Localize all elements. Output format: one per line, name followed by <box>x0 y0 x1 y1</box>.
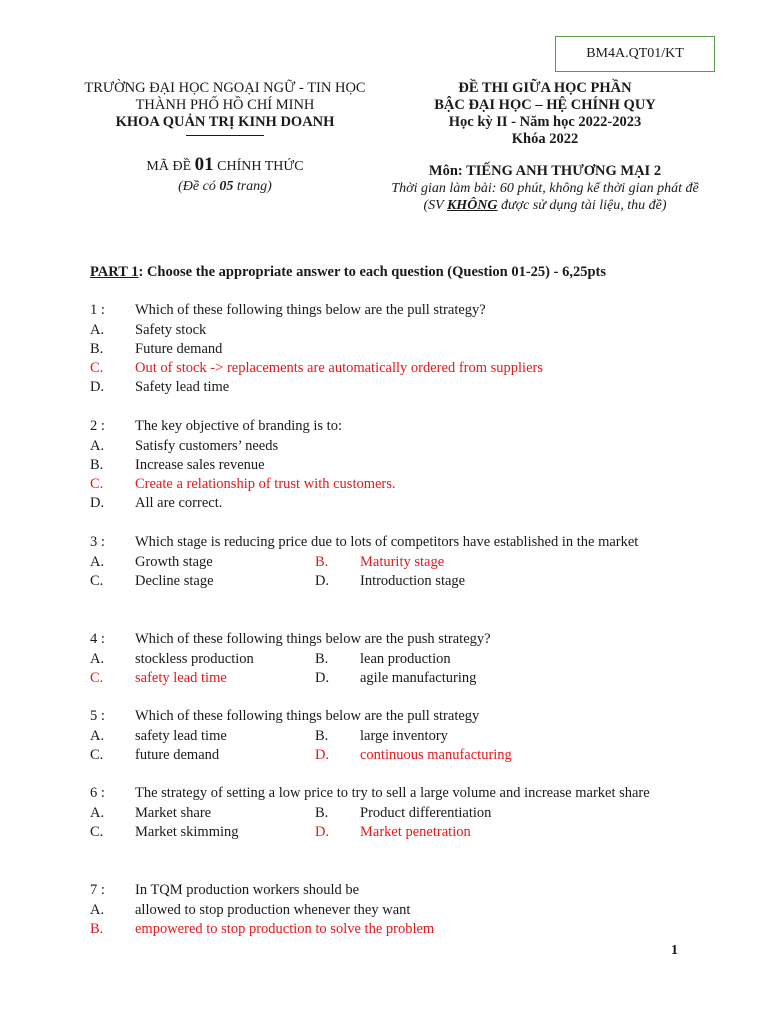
option-letter: A. <box>90 901 105 918</box>
option-letter-correct: B. <box>315 553 329 570</box>
option-letter: A. <box>90 650 105 667</box>
page-count <box>50 178 400 195</box>
option-row-correct <box>90 359 678 378</box>
question-stem <box>90 784 678 804</box>
option-letter: A. <box>90 321 105 338</box>
option-row <box>90 437 678 456</box>
option-row <box>90 456 678 475</box>
exam-subject: Môn: TIẾNG ANH THƯƠNG MẠI 2 <box>428 163 662 179</box>
option-letter: A. <box>90 727 105 744</box>
option-text: Create a relationship of trust with customers. <box>135 475 396 492</box>
part-instruction: : Choose the appropriate answer to each question (Question 01-25) - 6,25pts <box>138 264 606 280</box>
exam-rule-suffix: được sử dụng tài liệu, thu đề) <box>497 198 667 213</box>
option-row <box>90 727 678 746</box>
question-stem <box>90 301 678 321</box>
exam-title: ĐỀ THI GIỮA HỌC PHẦN <box>458 80 632 96</box>
option-row <box>90 340 678 359</box>
option-letter: D. <box>315 669 330 686</box>
school-city: THÀNH PHỐ HỒ CHÍ MINH <box>135 97 315 113</box>
option-row <box>90 378 678 397</box>
question-number: 6 : <box>90 785 105 801</box>
option-text: large inventory <box>360 727 448 744</box>
option-letter: A. <box>90 437 105 454</box>
exam-rule-prefix: (SV <box>423 198 447 213</box>
question-stem <box>90 417 678 437</box>
option-text: Satisfy customers’ needs <box>135 437 279 454</box>
question-number: 1 : <box>90 302 105 318</box>
option-text: lean production <box>360 650 451 667</box>
question-7 <box>90 881 678 939</box>
question-stem <box>90 707 678 727</box>
option-text: future demand <box>135 746 220 763</box>
exam-code <box>50 156 400 175</box>
exam-cohort: Khóa 2022 <box>511 131 579 147</box>
option-text: allowed to stop production whenever they want <box>135 901 411 918</box>
option-text: Safety lead time <box>135 378 230 395</box>
exam-rule <box>370 197 720 214</box>
option-text-correct: Market penetration <box>360 823 471 840</box>
option-row <box>90 746 678 765</box>
option-letter: C. <box>90 746 104 763</box>
question-number: 3 : <box>90 534 105 550</box>
exam-code-number: 01 <box>194 154 214 175</box>
option-text: Future demand <box>135 340 223 357</box>
question-text: Which of these following things below are the pull strategy <box>135 708 480 724</box>
option-row-correct <box>90 920 678 939</box>
question-2 <box>90 417 678 513</box>
faculty-name: KHOA QUẢN TRỊ KINH DOANH <box>115 114 335 130</box>
exam-code-prefix: MÃ ĐỀ <box>146 159 195 174</box>
exam-level: BẬC ĐẠI HỌC – HỆ CHÍNH QUY <box>434 97 656 113</box>
question-5 <box>90 707 678 765</box>
question-4 <box>90 630 678 688</box>
option-text: stockless production <box>135 650 254 667</box>
question-text: The strategy of setting a low price to try to sell a large volume and increase market share <box>135 785 650 801</box>
option-text: Introduction stage <box>360 572 466 589</box>
question-stem <box>90 630 678 650</box>
option-row <box>90 572 678 591</box>
option-letter: C. <box>90 475 104 492</box>
option-text: Market skimming <box>135 823 239 840</box>
option-text: Increase sales revenue <box>135 456 265 473</box>
option-letter: B. <box>315 650 329 667</box>
question-stem <box>90 881 678 901</box>
option-row <box>90 669 678 688</box>
header-divider <box>186 135 264 136</box>
option-row <box>90 804 678 823</box>
option-letter: A. <box>90 553 105 570</box>
option-letter: D. <box>90 378 105 395</box>
option-text-correct: Maturity stage <box>360 553 445 570</box>
option-text: Decline stage <box>135 572 214 589</box>
part-heading <box>90 263 606 282</box>
exam-rule-emphasis: KHÔNG <box>446 198 498 213</box>
option-letter: C. <box>90 572 104 589</box>
option-row <box>90 494 678 513</box>
option-row <box>90 823 678 842</box>
option-row <box>90 553 678 572</box>
option-text: Product differentiation <box>360 804 492 821</box>
question-text: Which of these following things below are the pull strategy? <box>135 302 486 318</box>
option-letter: A. <box>90 804 105 821</box>
exam-code-suffix: CHÍNH THỨC <box>213 159 304 174</box>
page-number: 1 <box>671 943 678 958</box>
question-text: Which of these following things below are the push strategy? <box>135 631 491 647</box>
option-text: Out of stock -> replacements are automatically ordered from suppliers <box>135 359 543 376</box>
option-letter: D. <box>90 494 105 511</box>
option-letter: B. <box>90 340 104 357</box>
option-text: Safety stock <box>135 321 207 338</box>
question-text: Which stage is reducing price due to lots of competitors have established in the market <box>135 534 639 550</box>
part-label: PART 1 <box>90 264 139 280</box>
option-letter-correct: C. <box>90 669 104 686</box>
option-row <box>90 650 678 669</box>
header-right <box>370 80 720 214</box>
option-text: empowered to stop production to solve the problem <box>135 920 435 937</box>
header-left <box>50 80 400 195</box>
question-6 <box>90 784 678 842</box>
option-text: All are correct. <box>135 494 223 511</box>
form-code-box <box>555 36 715 72</box>
school-name: TRƯỜNG ĐẠI HỌC NGOẠI NGỮ - TIN HỌC <box>84 80 366 96</box>
option-letter: B. <box>315 727 329 744</box>
exam-semester: Học kỳ II - Năm học 2022-2023 <box>448 114 642 130</box>
question-number: 5 : <box>90 708 105 724</box>
question-3 <box>90 533 678 591</box>
option-letter: C. <box>90 359 104 376</box>
question-text: In TQM production workers should be <box>135 882 360 898</box>
question-stem <box>90 533 678 553</box>
option-letter: B. <box>90 456 104 473</box>
form-code: BM4A.QT01/KT <box>586 46 684 61</box>
option-text: agile manufacturing <box>360 669 477 686</box>
option-text: safety lead time <box>135 727 227 744</box>
exam-time-note: Thời gian làm bài: 60 phút, không kể thời gian phát đề <box>391 181 699 196</box>
option-text-correct: continuous manufacturing <box>360 746 512 763</box>
question-number: 2 : <box>90 418 105 434</box>
option-text: Market share <box>135 804 212 821</box>
page-count-prefix: (Đề có <box>178 179 220 194</box>
option-letter: B. <box>315 804 329 821</box>
option-row-correct <box>90 475 678 494</box>
option-letter: C. <box>90 823 104 840</box>
page-count-suffix: trang) <box>233 179 272 194</box>
question-number: 4 : <box>90 631 105 647</box>
page-count-number: 05 <box>219 179 234 194</box>
option-row <box>90 321 678 340</box>
question-number: 7 : <box>90 882 105 898</box>
option-letter-correct: D. <box>315 823 330 840</box>
option-text: Growth stage <box>135 553 213 570</box>
option-letter: B. <box>90 920 104 937</box>
option-letter: D. <box>315 572 330 589</box>
option-text-correct: safety lead time <box>135 669 227 686</box>
option-letter-correct: D. <box>315 746 330 763</box>
question-1 <box>90 301 678 397</box>
question-text: The key objective of branding is to: <box>135 418 342 434</box>
option-row <box>90 901 678 920</box>
